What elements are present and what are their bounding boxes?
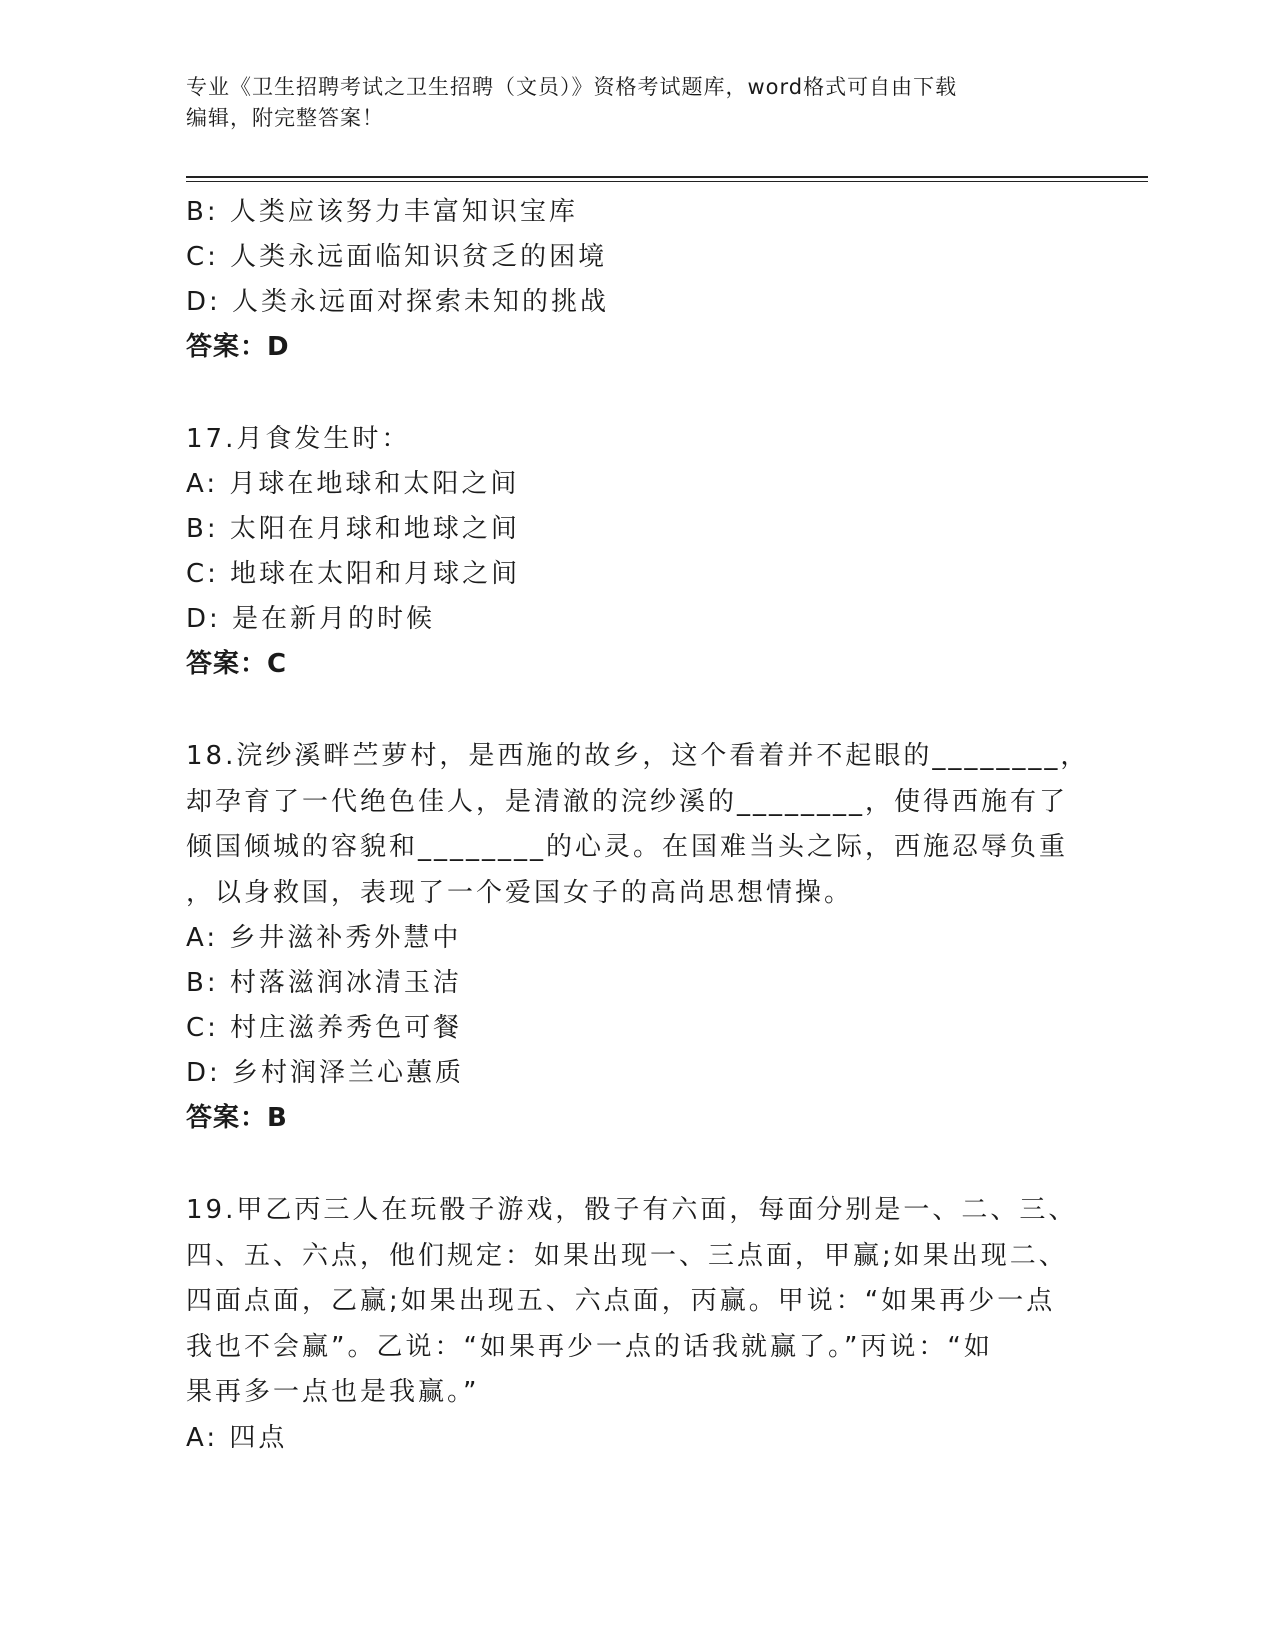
- answer: 答案：D: [186, 332, 290, 362]
- question-stem-line-2: 四、五、六点，他们规定：如果出现一、三点面，甲赢;如果出现二、: [186, 1240, 1068, 1271]
- option-a: A: 四点: [186, 1422, 288, 1453]
- question-stem-line-1: 19.甲乙丙三人在玩骰子游戏，骰子有六面，每面分别是一、二、三、: [186, 1195, 1078, 1225]
- question-list: [186, 190, 1090, 1461]
- question-19: [186, 1188, 1086, 1461]
- answer: 答案：B: [186, 1103, 288, 1133]
- question-17: [186, 417, 1086, 687]
- question-stem-line-1: 18.浣纱溪畔苎萝村，是西施的故乡，这个看着并不起眼的________，: [186, 741, 1090, 771]
- question-stem-line-2: 却孕育了一代绝色佳人，是清澈的浣纱溪的________，使得西施有了: [186, 786, 1069, 817]
- question-stem-line-3: 四面点面，乙赢;如果出现五、六点面，丙赢。甲说：“如果再少一点: [186, 1286, 1056, 1316]
- option-d: D: 人类永远面对探索未知的挑战: [186, 287, 610, 317]
- option-b: B: 太阳在月球和地球之间: [186, 514, 520, 544]
- header-line-1: 专业《卫生招聘考试之卫生招聘（文员）》资格考试题库，word格式可自由下载: [186, 75, 958, 99]
- option-b: B: 人类应该努力丰富知识宝库: [186, 197, 578, 227]
- option-d: D: 乡村润泽兰心蕙质: [186, 1058, 465, 1088]
- question-16-continued: [186, 190, 1086, 370]
- option-c: C: 人类永远面临知识贫乏的困境: [186, 242, 608, 272]
- header-line-2: 编辑，附完整答案！: [186, 106, 384, 130]
- question-stem-line-5: 果再多一点也是我赢。”: [186, 1377, 480, 1407]
- option-a: A: 月球在地球和太阳之间: [186, 469, 520, 499]
- option-b: B: 村落滋润冰清玉洁: [186, 968, 462, 998]
- answer: 答案：C: [186, 649, 288, 679]
- question-stem-line-3: 倾国倾城的容貌和________的心灵。在国难当头之际，西施忍辱负重: [186, 832, 1069, 862]
- header-divider-thin: [186, 181, 1148, 182]
- question-18: [186, 734, 1090, 1141]
- header-divider-thick: [186, 176, 1148, 178]
- option-c: C: 村庄滋养秀色可餐: [186, 1013, 463, 1043]
- question-stem: 17.月食发生时：: [186, 424, 411, 454]
- option-d: D: 是在新月的时候: [186, 604, 436, 634]
- option-a: A: 乡井滋补秀外慧中: [186, 923, 462, 953]
- document-header: [186, 72, 1086, 134]
- question-stem-line-4: 我也不会赢”。乙说：“如果再少一点的话我就赢了。”丙说：“如: [186, 1331, 993, 1362]
- option-c: C: 地球在太阳和月球之间: [186, 559, 521, 589]
- question-stem-line-4: ，以身救国，表现了一个爱国女子的高尚思想情操。: [186, 877, 854, 908]
